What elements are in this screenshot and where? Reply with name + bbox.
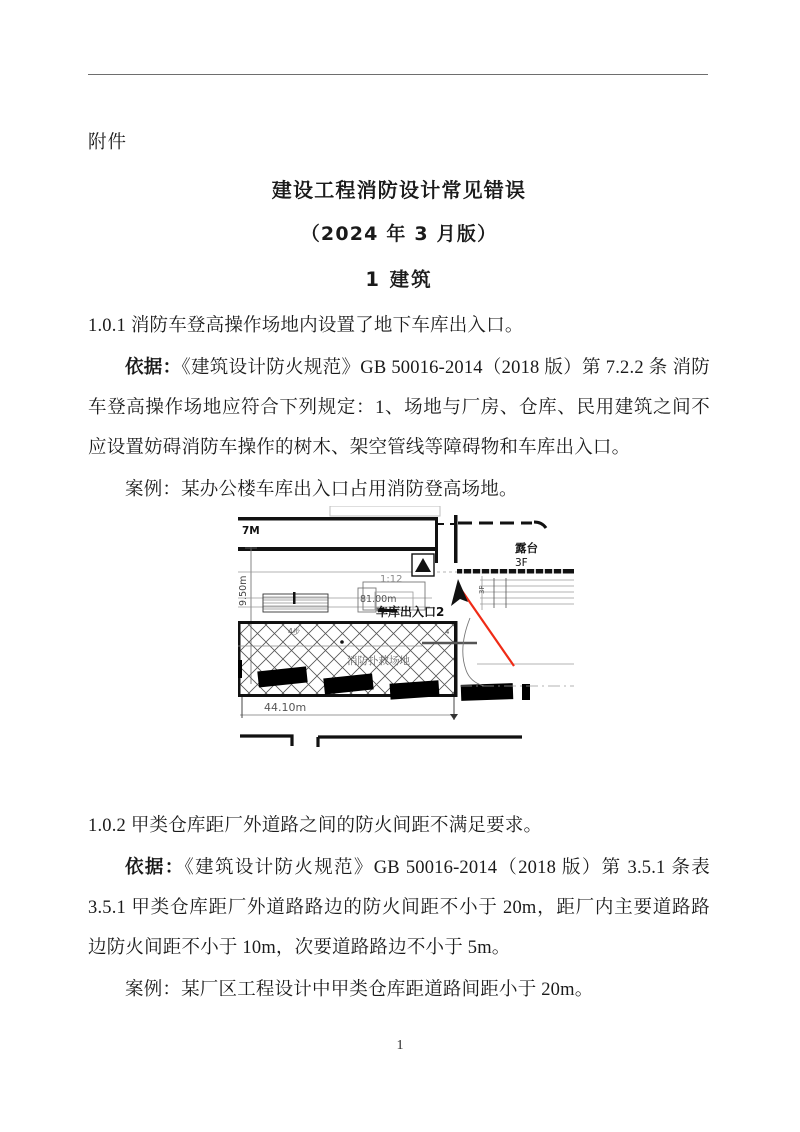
label-top-left-dim <box>242 525 260 537</box>
svg-text:3F: 3F <box>515 557 528 569</box>
svg-text:7M: 7M <box>242 525 260 537</box>
svg-text:9.50m: 9.50m <box>238 575 249 606</box>
label-right-vertical-small: 3F <box>478 585 486 594</box>
item-2-case: 案例：某厂区工程设计中甲类仓库距道路间距小于 20m。 <box>125 980 594 1000</box>
item-1-basis-lead: 依据： <box>125 358 182 378</box>
label-left-vertical-dim <box>238 576 249 606</box>
attachment-label: 附件 <box>88 133 128 153</box>
label-terrace <box>515 541 538 555</box>
svg-text:1:12: 1:12 <box>380 574 403 585</box>
item-2-basis-text: 《建筑设计防火规范》GB 50016-2014（2018 版）第 3.5.1 条表 3.5.1 甲类仓库距厂外道路路边的防火间距不小于 20m，距厂内主要道路路边防火间距不小于 10m，次要道路路边不小于 5m。 <box>88 858 711 958</box>
item-1-problem: 1.0.1 消防车登高操作场地内设置了地下车库出入口。 <box>88 316 524 336</box>
figure-garage-entrance-plan <box>232 506 574 754</box>
north-triangle-marker <box>412 554 434 576</box>
document-subtitle: （2024 年 3 月版） <box>300 223 498 245</box>
item-1-basis <box>88 348 710 468</box>
label-slope <box>380 574 402 585</box>
svg-text:车库出入口2: 车库出入口2 <box>376 605 445 619</box>
label-floor <box>515 557 528 569</box>
site-plan-drawing <box>232 506 574 754</box>
item-2-basis-lead: 依据： <box>125 858 185 878</box>
boundary-dash-band <box>457 569 574 574</box>
item-1-case: 案例：某办公楼车库出入口占用消防登高场地。 <box>125 480 518 500</box>
svg-text:81.00m: 81.00m <box>360 594 397 605</box>
item-2-problem: 1.0.2 甲类仓库距厂外道路之间的防火间距不满足要求。 <box>88 816 543 836</box>
header-rule <box>88 74 708 75</box>
page-title: 建设工程消防设计常见错误 <box>271 178 527 202</box>
label-hatch-small-left: 4步 <box>288 627 301 636</box>
label-hatch-small-right: 4 <box>445 628 450 636</box>
document-body-2 <box>88 806 710 1012</box>
section-heading-1: 1 建筑 <box>365 268 433 291</box>
page-number: 1 <box>396 1038 404 1053</box>
label-fire-rescue-area: 消防扑救场地 <box>347 655 410 667</box>
svg-text:露台: 露台 <box>515 541 538 555</box>
document-body <box>88 126 710 512</box>
item-1-basis-text: 《建筑设计防火规范》GB 50016-2014（2018 版）第 7.2.2 条 消防车登高操作场地应符合下列规定：1、场地与厂房、仓库、民用建筑之间不应设置妨碍消防车操作的树木、架空管线等障碍物和车库出入口。 <box>88 358 710 458</box>
item-2-basis <box>88 848 710 968</box>
label-inner-dim <box>360 594 396 605</box>
label-bottom-dim: 44.10m <box>264 701 307 714</box>
label-garage-entrance <box>376 604 444 619</box>
